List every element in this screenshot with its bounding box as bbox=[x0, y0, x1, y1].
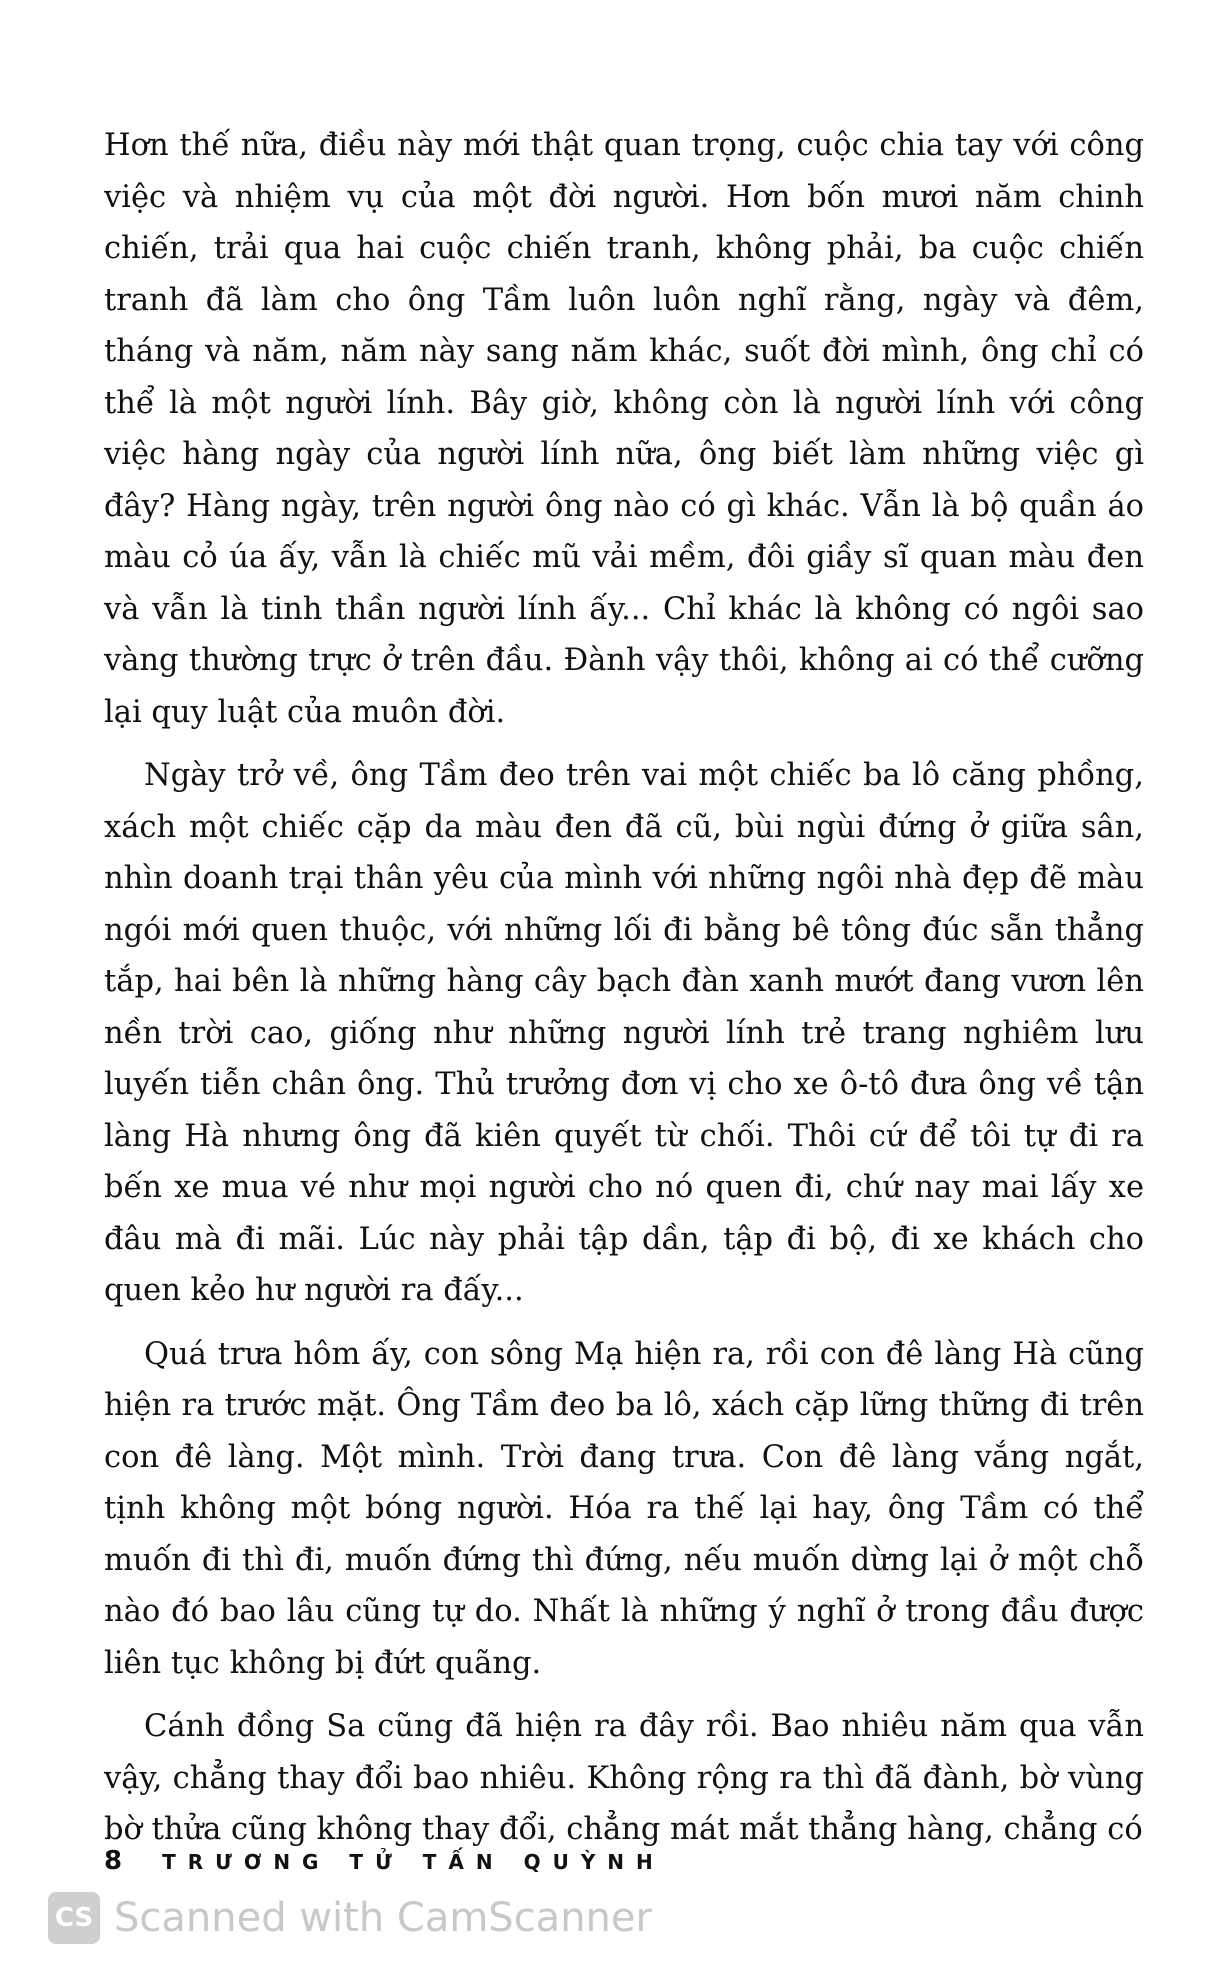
scanner-watermark bbox=[48, 1892, 652, 1944]
paragraph-3: Quá trưa hôm ấy, con sông Mạ hiện ra, rồi con đê làng Hà cũng hiện ra trước mặt. Ông Tầm đeo ba lô, xách cặp lững thững đi trên con đê làng. Một mình. Trời đang trưa. Con đê làng vắng ngắt, tịnh không một bóng người. Hóa ra thế lại hay, ông Tầm có thể muốn đi thì đi, muốn đứng thì đứng, nếu muốn dừng lại ở một chỗ nào đó bao lâu cũng tự do. Nhất là những ý nghĩ ở trong đầu được liên tục không bị đứt quãng. bbox=[104, 1336, 1144, 1681]
paragraph-4: Cánh đồng Sa cũng đã hiện ra đây rồi. Bao nhiêu năm qua vẫn vậy, chẳng thay đổi bao nhiêu. Không rộng ra thì đã đành, bờ vùng bờ thửa cũng không thay đổi, chẳng mát mắt thẳng hàng, chẳng có bbox=[104, 1709, 1144, 1847]
camscanner-logo-icon: CS bbox=[48, 1892, 100, 1944]
page-body bbox=[104, 120, 1144, 1868]
running-author: TRƯƠNG TỬ TẤN QUỲNH bbox=[162, 1850, 665, 1874]
page-footer bbox=[104, 1846, 665, 1876]
page-number: 8 bbox=[104, 1846, 123, 1876]
paragraph-2: Ngày trở về, ông Tầm đeo trên vai một chiếc ba lô căng phồng, xách một chiếc cặp da màu đen đã cũ, bùi ngùi đứng ở giữa sân, nhìn doanh trại thân yêu của mình với những ngôi nhà đẹp đẽ màu ngói mới quen thuộc, với những lối đi bằng bê tông đúc sẵn thẳng tắp, hai bên là những hàng cây bạch đàn xanh mướt đang vươn lên nền trời cao, giống như những người lính trẻ trang nghiêm lưu luyến tiễn chân ông. Thủ trưởng đơn vị cho xe ô-tô đưa ông về tận làng Hà nhưng ông đã kiên quyết từ chối. Thôi cứ để tôi tự đi ra bến xe mua vé như mọi người cho nó quen đi, chứ nay mai lấy xe đâu mà đi mãi. Lúc này phải tập dần, tập đi bộ, đi xe khách cho quen kẻo hư người ra đấy... bbox=[104, 758, 1144, 1308]
watermark-text: Scanned with CamScanner bbox=[114, 1895, 652, 1941]
paragraph-1: Hơn thế nữa, điều này mới thật quan trọng, cuộc chia tay với công việc và nhiệm vụ của một đời người. Hơn bốn mươi năm chinh chiến, trải qua hai cuộc chiến tranh, không phải, ba cuộc chiến tranh đã làm cho ông Tầm luôn luôn nghĩ rằng, ngày và đêm, tháng và năm, năm này sang năm khác, suốt đời mình, ông chỉ có thể là một người lính. Bây giờ, không còn là người lính với công việc hàng ngày của người lính nữa, ông biết làm những việc gì đây? Hàng ngày, trên người ông nào có gì khác. Vẫn là bộ quần áo màu cỏ úa ấy, vẫn là chiếc mũ vải mềm, đôi giầy sĩ quan màu đen và vẫn là tinh thần người lính ấy... Chỉ khác là không có ngôi sao vàng thường trực ở trên đầu. Đành vậy thôi, không ai có thể cưỡng lại quy luật của muôn đời. bbox=[104, 128, 1144, 730]
